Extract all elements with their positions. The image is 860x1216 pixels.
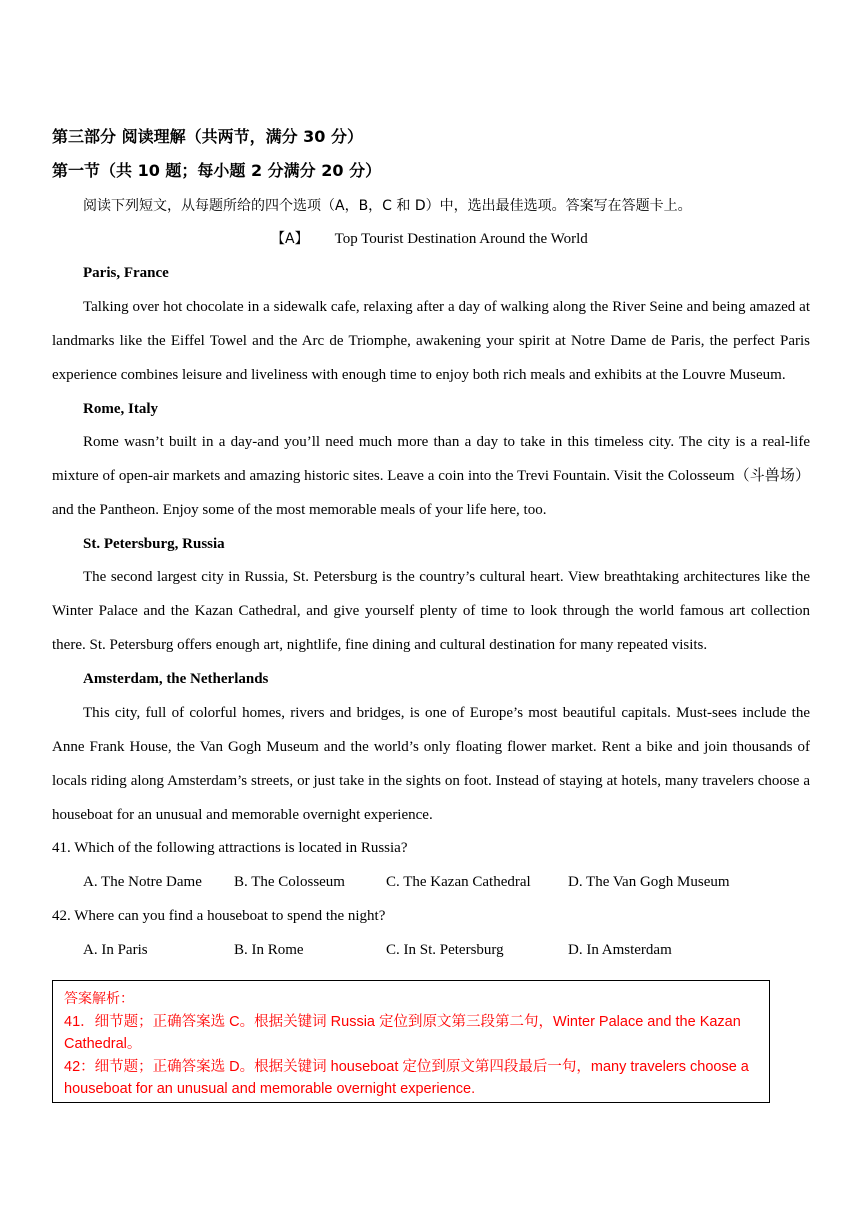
instructions: 阅读下列短文，从每题所给的四个选项（A，B，C 和 D）中，选出最佳选项。答案写在答题卡上。 <box>83 198 692 214</box>
question-42-option-d: D. In Amsterdam <box>568 942 672 958</box>
answer-explanation-box <box>52 980 770 1103</box>
question-42-option-a: A. In Paris <box>83 942 148 958</box>
question-41-stem: 41. Which of the following attractions is located in Russia? <box>52 840 408 856</box>
city-heading-st-petersburg: St. Petersburg, Russia <box>83 536 225 552</box>
city-heading-rome: Rome, Italy <box>83 401 158 417</box>
answer-heading: 答案解析： <box>64 991 134 1007</box>
city-text-rome: Rome wasn’t built in a day-and you’ll need much more than a day to take in this timeless city. The city is a real-life mixture of open-air markets and amazing historic sites. Leave a coin into the Trevi Fountain. Visit the Colosseum（斗兽场）and the Pantheon. Enjoy some of the most memorable meals of your life here, too. <box>52 434 810 518</box>
question-42-option-c: C. In St. Petersburg <box>386 942 504 958</box>
answer-42: 42：细节题；正确答案选 D。根据关键词 houseboat 定位到原文第四段最后一句，many travelers choose a houseboat for an unusual and memorable overnight experience. <box>64 1058 749 1097</box>
section-subtitle: 第一节（共 10 题；每小题 2 分满分 20 分） <box>52 161 382 180</box>
passage-title: Top Tourist Destination Around the World <box>334 231 588 247</box>
city-heading-amsterdam: Amsterdam, the Netherlands <box>83 671 269 687</box>
city-text-paris: Talking over hot chocolate in a sidewalk cafe, relaxing after a day of walking along the River Seine and being amazed at landmarks like the Eiffel Towel and the Arc de Triomphe, awakening your spirit at Notre Dame de Paris, the perfect Paris experience combines leisure and liveliness with enough time to enjoy both rich meals and exhibits at the Louvre Museum. <box>52 299 810 383</box>
answer-41: 41．细节题；正确答案选 C。根据关键词 Russia 定位到原文第三段第二句，Winter Palace and the Kazan Cathedral。 <box>64 1013 741 1052</box>
passage-title-line <box>271 229 588 249</box>
city-text-st-petersburg: The second largest city in Russia, St. Petersburg is the country’s cultural heart. View breathtaking architectures like the Winter Palace and the Kazan Cathedral, and give yourself plenty of time to look through the world famous art collection there. St. Petersburg offers enough art, nightlife, fine dining and cultural destination for many repeated visits. <box>52 569 810 653</box>
question-41-option-d: D. The Van Gogh Museum <box>568 874 730 890</box>
question-41-option-b: B. The Colosseum <box>234 874 345 890</box>
question-42-option-b: B. In Rome <box>234 942 304 958</box>
city-text-amsterdam: This city, full of colorful homes, rivers and bridges, is one of Europe’s most beautiful capitals. Must-sees include the Anne Frank House, the Van Gogh Museum and the world’s only floating flower market. Rent a bike and join thousands of locals riding along Amsterdam’s streets, or just take in the sights on foot. Instead of staying at hotels, many travelers choose a houseboat for an unusual and memorable overnight experience. <box>52 705 810 823</box>
section-title: 第三部分 阅读理解（共两节，满分 30 分） <box>52 127 363 146</box>
city-heading-paris: Paris, France <box>83 265 169 281</box>
question-41-option-a: A. The Notre Dame <box>83 874 202 890</box>
passage-tag: 【A】 <box>271 231 309 247</box>
question-42-stem: 42. Where can you find a houseboat to spend the night? <box>52 908 386 924</box>
question-41-option-c: C. The Kazan Cathedral <box>386 874 531 890</box>
